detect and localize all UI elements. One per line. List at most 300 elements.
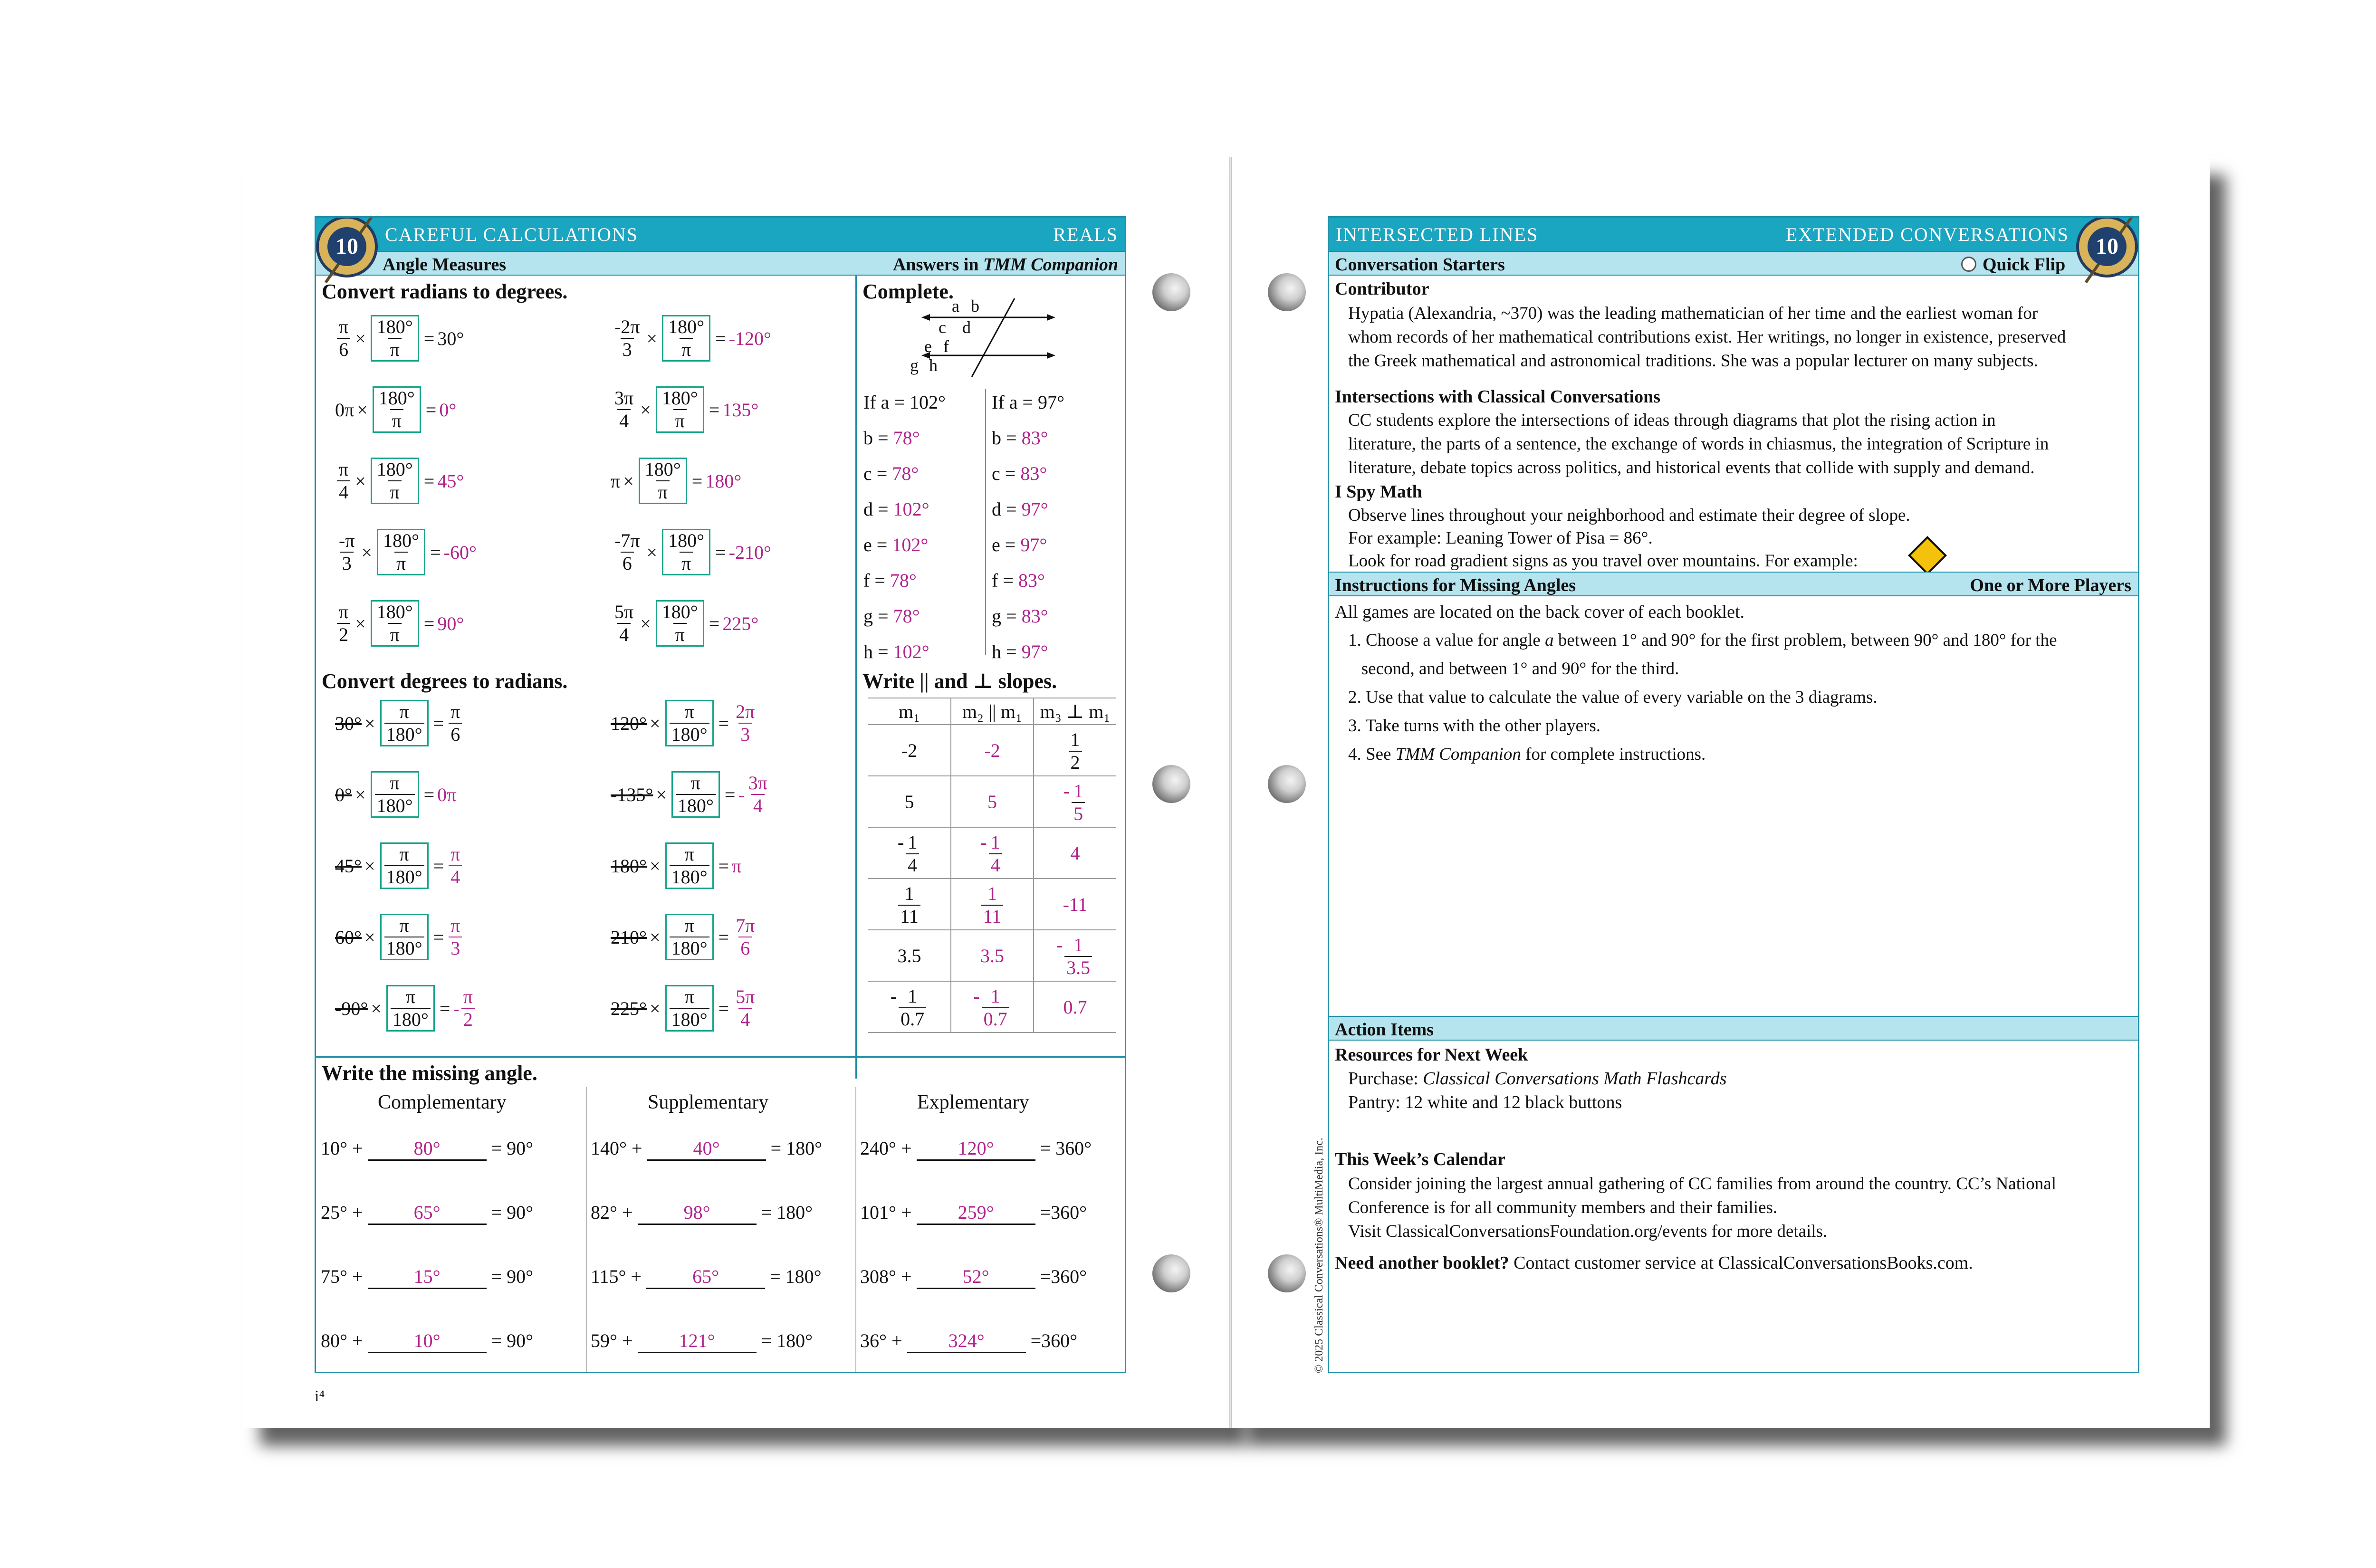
given-angle: 308° +: [860, 1266, 917, 1287]
conversion-factor-denominator: π: [680, 338, 693, 359]
slope-fraction-numerator: 1: [990, 985, 1000, 1007]
conversion-factor: [671, 771, 720, 818]
times-sign: ×: [364, 855, 375, 877]
slope-value: 5: [987, 791, 997, 813]
angle-name: h =: [992, 641, 1022, 662]
instruction-italic: a: [1545, 631, 1554, 650]
angle-answer-row: [992, 391, 1064, 413]
slope-fraction-denominator: 5: [1072, 802, 1085, 823]
parallel-lines-diagram: [920, 296, 1062, 382]
angle-answer-row: [863, 427, 920, 449]
rad-to-deg-expression: [611, 315, 771, 362]
radian-value-numerator: π: [339, 601, 349, 622]
angle-value: 83°: [1021, 605, 1048, 627]
answer-blank: 40°: [647, 1137, 766, 1161]
equals-sign: =: [718, 997, 729, 1019]
answer-blank: 259°: [917, 1201, 1035, 1225]
unit-number: 10: [327, 227, 366, 266]
conversion-factor-denominator: π: [673, 623, 687, 644]
angle-total: =360°: [1035, 1202, 1087, 1223]
slopes-row: [868, 725, 1116, 776]
deg-to-rad-expression: [335, 985, 477, 1032]
angle-answer-row: [992, 462, 1047, 485]
arrowhead-icon: [1047, 314, 1055, 321]
radian-value-denominator: 6: [337, 338, 350, 359]
angle-name: f =: [992, 570, 1018, 591]
slope-fraction-denominator: 11: [981, 905, 1004, 926]
conversion-factor-denominator: 180°: [670, 723, 709, 744]
conversion-factor: [380, 914, 429, 960]
instruction-text: Take turns with the other players.: [1365, 716, 1601, 736]
times-sign: ×: [355, 612, 366, 634]
radian-answer: [449, 845, 462, 887]
radian-value: [337, 460, 350, 502]
conversion-factor-numerator: 180°: [376, 601, 413, 622]
deg-to-rad-expression: [611, 842, 741, 889]
radian-value-numerator: -π: [339, 530, 355, 551]
missing-angle-row: [321, 1137, 533, 1161]
radian-value: [613, 602, 635, 644]
angle-value: 83°: [1021, 427, 1048, 449]
deg-to-rad-expression: [611, 771, 771, 818]
equals-sign: =: [425, 399, 437, 421]
conversion-factor-numerator: 180°: [376, 316, 413, 337]
conversion-factor: [665, 842, 714, 889]
angle-answer-row: [992, 427, 1048, 449]
given-angle: 82° +: [591, 1202, 638, 1223]
deg-to-rad-expression: [335, 771, 456, 818]
unit-number: 10: [2088, 227, 2127, 266]
degree-value: 225°: [611, 997, 647, 1019]
left-header-right: REALS: [1053, 224, 1118, 245]
radian-value-numerator: π: [339, 316, 349, 337]
radian-answer: π: [732, 855, 742, 877]
instruction-text: See: [1366, 745, 1396, 764]
instruction-text: Use that value to calculate the value of every variable on the 3 diagrams.: [1366, 688, 1878, 707]
degree-value: 45°: [335, 855, 362, 877]
degree-value: -135°: [611, 784, 653, 805]
angle-name: e =: [992, 534, 1021, 555]
conversion-factor-numerator: π: [390, 772, 400, 794]
instruction-item: [1348, 687, 1878, 708]
rad-to-deg-expression: [611, 386, 758, 433]
radian-answer: [734, 702, 757, 744]
conversion-factor-denominator: 180°: [670, 937, 709, 958]
given-angle: 25° +: [321, 1202, 368, 1223]
angle-label: b: [971, 296, 979, 316]
slope-fraction-denominator: 2: [1069, 751, 1082, 772]
times-sign: ×: [640, 612, 651, 634]
angle-total: =360°: [1025, 1330, 1078, 1351]
slope-sign: -: [1063, 780, 1070, 802]
slope-value: -2: [984, 739, 1000, 761]
angle-total: = 90°: [486, 1330, 534, 1351]
missing-angle-row: [591, 1137, 822, 1161]
slope-sign: -: [890, 985, 897, 1007]
slope-cell: [1034, 981, 1116, 1033]
action-items-bar: [1329, 1016, 2138, 1041]
answer-blank: 80°: [368, 1137, 487, 1161]
angle-name: If a = 97°: [992, 392, 1064, 413]
right-header-bar: [1329, 218, 2138, 251]
angle-name: If a = 102°: [863, 392, 946, 413]
slope-cell: [868, 776, 951, 827]
given-angle: 59° +: [591, 1330, 638, 1351]
text-line: Visit ClassicalConversationsFoundation.org/events for more details.: [1348, 1222, 1828, 1241]
quick-flip-checkbox[interactable]: [1961, 257, 1976, 272]
radian-value-denominator: 4: [337, 480, 350, 502]
negative-sign: -: [738, 784, 745, 805]
binder-hole-icon: [1268, 765, 1306, 803]
slope-fraction-numerator: 1: [1070, 729, 1080, 750]
slope-sign: -: [973, 985, 980, 1007]
equals-sign: =: [718, 855, 729, 877]
times-sign: ×: [650, 997, 661, 1019]
slope-cell: [951, 725, 1034, 776]
radian-answer: 0π: [437, 784, 457, 805]
conversion-factor-denominator: 180°: [384, 723, 424, 744]
angle-name: g =: [992, 605, 1022, 627]
rad-to-deg-expression: [335, 315, 464, 362]
times-sign: ×: [640, 399, 651, 421]
slopes-row: [868, 930, 1116, 981]
conversion-factor: [639, 458, 687, 504]
left-header-title: CAREFUL CALCULATIONS: [385, 224, 638, 245]
conversion-factor-denominator: π: [390, 409, 403, 430]
conversion-factor-numerator: 180°: [378, 387, 415, 409]
slopes-row: [868, 981, 1116, 1033]
conversion-factor-numerator: π: [399, 701, 409, 722]
text-line: literature, the parts of a sentence, the exchange of words in chiasmus, the integration of Scripture in: [1348, 434, 2049, 454]
angle-answer-row: [863, 641, 929, 663]
equals-sign: =: [718, 712, 729, 734]
radian-value: 0π: [335, 399, 354, 421]
slope-fraction-numerator: 1: [1073, 934, 1083, 956]
degree-answer: 30°: [437, 327, 464, 349]
conversion-factor-denominator: 180°: [670, 1008, 709, 1029]
conversion-factor-numerator: π: [405, 986, 415, 1007]
degree-value: 60°: [335, 926, 362, 948]
radian-answer: [449, 916, 462, 958]
deg-to-rad-title: Convert degrees to radians.: [322, 669, 568, 693]
unit-badge-icon: [2076, 216, 2138, 277]
times-sign: ×: [364, 926, 375, 948]
deg-to-rad-expression: [335, 842, 464, 889]
slope-fraction-denominator: 11: [898, 905, 920, 926]
conversion-factor: [371, 315, 419, 362]
radian-value-numerator: 5π: [614, 601, 634, 622]
angle-value: 78°: [893, 427, 920, 449]
missing-angle-row: [860, 1137, 1092, 1161]
times-sign: ×: [646, 327, 658, 349]
conversion-factor: [656, 386, 704, 433]
arrowhead-icon: [921, 314, 930, 321]
times-sign: ×: [650, 926, 661, 948]
text-line: Consider joining the largest annual gathering of CC families from around the country. CC’s National: [1348, 1174, 2056, 1194]
conversion-factor: [662, 529, 710, 575]
text-line: Hypatia (Alexandria, ~370) was the leading mathematician of her time and the earliest woman for: [1348, 304, 2038, 323]
left-subheader-bar: [316, 251, 1125, 276]
equals-sign: =: [709, 399, 720, 421]
slope-fraction-numerator: 1: [908, 985, 918, 1007]
slope-cell: [951, 879, 1034, 930]
degree-answer: 225°: [722, 612, 759, 634]
radian-value-denominator: 6: [621, 552, 634, 573]
conversion-factor: [380, 700, 429, 746]
slope-sign: -: [897, 832, 904, 853]
slopes-header: m₁: [868, 698, 951, 725]
missing-angle-row: [321, 1201, 533, 1225]
angle-name: c =: [863, 463, 892, 484]
angle-label: d: [962, 318, 971, 337]
slope-fraction: [1064, 936, 1092, 977]
given-angle: 75° +: [321, 1266, 368, 1287]
angle-answer-row: [992, 569, 1045, 592]
radian-value: [613, 531, 642, 573]
radian-answer: [449, 702, 462, 744]
radian-value: [337, 602, 350, 644]
conversion-factor-denominator: π: [394, 552, 408, 573]
radian-answer-denominator: 3: [738, 723, 752, 744]
answers-prefix: Answers in: [892, 255, 983, 275]
times-sign: ×: [650, 855, 661, 877]
radian-answer-numerator: π: [463, 986, 473, 1007]
degree-value: 30°: [335, 712, 362, 734]
answer-blank: 120°: [917, 1137, 1035, 1161]
instruction-rest: between 1° and 90° for the first problem, between 90° and 180° for the: [1553, 631, 2057, 650]
answer-blank: 65°: [368, 1201, 487, 1225]
slope-cell: [868, 930, 951, 981]
missing-angle-row: [321, 1329, 533, 1353]
slope-fraction-denominator: 0.7: [899, 1007, 926, 1029]
resources-title: Resources for Next Week: [1335, 1045, 1528, 1065]
calendar-title: This Week’s Calendar: [1335, 1149, 1505, 1169]
equals-sign: =: [709, 612, 720, 634]
missing-column-header: Complementary: [378, 1091, 507, 1113]
angle-value: 78°: [890, 570, 917, 591]
players-label: One or More Players: [1970, 575, 2131, 595]
missing-angle-row: [860, 1265, 1087, 1289]
radian-answer-numerator: 3π: [748, 772, 767, 794]
radian-answer-denominator: 4: [738, 1008, 752, 1029]
radian-answer-numerator: 2π: [736, 701, 755, 722]
rad-to-deg-expression: [335, 458, 464, 504]
conversion-factor-numerator: π: [684, 986, 694, 1007]
rad-to-deg-expression: [611, 458, 741, 504]
slope-fraction: [1069, 730, 1082, 772]
rad-to-deg-title: Convert radians to degrees.: [322, 280, 568, 303]
instruction-item: [1348, 630, 2057, 650]
slope-fraction: [989, 833, 1002, 875]
given-angle: 140° +: [591, 1138, 647, 1159]
conversion-factor-denominator: π: [656, 480, 670, 502]
ispy-title: I Spy Math: [1335, 482, 1422, 502]
instruction-number: 3.: [1348, 716, 1366, 736]
angle-value: 83°: [1020, 463, 1047, 484]
conversion-factor: [656, 600, 704, 647]
degree-answer: -60°: [443, 541, 477, 563]
page-number: i⁴: [315, 1387, 325, 1405]
degree-answer: 45°: [437, 470, 464, 492]
conversion-factor: [371, 600, 419, 647]
text-line: Observe lines throughout your neighborhood and estimate their degree of slope.: [1348, 506, 1910, 525]
radian-value-denominator: 3: [340, 552, 354, 573]
radian-value: [613, 389, 635, 430]
radian-answer: [747, 774, 769, 815]
conversion-factor: [665, 985, 714, 1032]
given-angle: 80° +: [321, 1330, 368, 1351]
radian-value-denominator: 4: [617, 409, 631, 430]
missing-angle-row: [591, 1265, 822, 1289]
angle-value: 78°: [892, 463, 919, 484]
conversion-factor-numerator: π: [690, 772, 700, 794]
angle-total: = 180°: [765, 1266, 822, 1287]
slope-cell: [1034, 827, 1116, 879]
angle-value: 97°: [1021, 498, 1048, 520]
equals-sign: =: [423, 784, 435, 805]
conversion-factor-numerator: 180°: [668, 316, 705, 337]
conversion-factor-numerator: π: [684, 915, 694, 936]
angle-answer-row: [992, 605, 1048, 627]
instruction-item: [1348, 659, 1679, 679]
degree-value: 0°: [335, 784, 352, 805]
slope-cell: [868, 879, 951, 930]
times-sign: ×: [650, 712, 661, 734]
times-sign: ×: [361, 541, 373, 563]
purchase-item: Classical Conversations Math Flashcards: [1423, 1069, 1727, 1089]
radian-answer-numerator: 7π: [736, 915, 755, 936]
text-line: For example: Leaning Tower of Pisa = 86°.: [1348, 528, 1653, 548]
angle-value: 97°: [1020, 534, 1047, 555]
slope-value: -2: [901, 739, 918, 761]
conversion-factor: [371, 458, 419, 504]
radian-answer-denominator: 2: [461, 1008, 475, 1029]
instructions-title: Instructions for Missing Angles: [1335, 575, 1576, 595]
angle-name: d =: [863, 498, 893, 520]
instruction-rest: for complete instructions.: [1521, 745, 1706, 764]
conversion-factor: [665, 700, 714, 746]
slopes-title: Write || and ⊥ slopes.: [862, 669, 1057, 693]
slope-fraction-numerator: 1: [990, 832, 1000, 853]
answer-blank: 15°: [368, 1265, 487, 1289]
conversion-factor-denominator: 180°: [676, 794, 716, 815]
slope-value: 5: [904, 791, 914, 813]
conversion-factor-denominator: π: [388, 338, 402, 359]
degree-value: 210°: [611, 926, 647, 948]
slope-fraction: [899, 987, 926, 1029]
instruction-number: 1.: [1348, 631, 1366, 650]
angle-name: d =: [992, 498, 1022, 520]
slope-sign: -: [980, 832, 987, 853]
road-gradient-sign-icon: [1908, 536, 1947, 575]
instruction-number: 4.: [1348, 745, 1366, 764]
binder-hole-icon: [1152, 765, 1190, 803]
missing-column-header: Supplementary: [648, 1091, 769, 1113]
equals-sign: =: [439, 997, 450, 1019]
slope-cell: [1034, 879, 1116, 930]
slope-value: 0.7: [1063, 996, 1087, 1018]
slope-fraction: [981, 884, 1004, 926]
angle-value: 97°: [1021, 641, 1048, 662]
degree-value: 180°: [611, 855, 647, 877]
angle-total: = 180°: [766, 1138, 823, 1159]
degree-value: 120°: [611, 712, 647, 734]
unit-badge-icon: [316, 216, 378, 277]
answer-blank: 121°: [638, 1329, 757, 1353]
equals-sign: =: [433, 926, 444, 948]
conversion-factor-numerator: 180°: [376, 459, 413, 480]
conversion-factor-denominator: 180°: [384, 865, 424, 887]
radian-value-denominator: 4: [617, 623, 631, 644]
conversion-factor: [373, 386, 421, 433]
binder-hole-icon: [1152, 273, 1190, 311]
conversion-factor-denominator: π: [388, 623, 402, 644]
purchase-line: [1348, 1068, 1727, 1089]
text-line: whom records of her mathematical contributions exist. Her writings, no longer in existence, preserved: [1348, 327, 2066, 347]
copyright-note: © 2025 Classical Conversations® MultiMedia, Inc.: [1313, 1138, 1325, 1373]
conversion-factor-denominator: π: [388, 480, 402, 502]
radian-answer-denominator: 6: [738, 937, 752, 958]
times-sign: ×: [355, 784, 366, 805]
slope-value: 3.5: [897, 945, 921, 966]
slope-fraction-denominator: 4: [906, 853, 919, 875]
deg-to-rad-expression: [611, 985, 758, 1032]
equals-sign: =: [715, 541, 726, 563]
angle-answer-row: [992, 641, 1048, 663]
answer-blank: 98°: [638, 1201, 757, 1225]
conversion-factor-numerator: 180°: [644, 459, 681, 480]
instruction-item: [1348, 744, 1705, 765]
conversion-factor: [371, 771, 419, 818]
angle-answer-row: [863, 391, 946, 413]
degree-answer: 90°: [437, 612, 464, 634]
conversation-starters-label: Conversation Starters: [1335, 255, 1505, 275]
given-angle: 115° +: [591, 1266, 647, 1287]
conversation-starters-bar: [1329, 251, 2138, 276]
slopes-row: [868, 827, 1116, 879]
rad-to-deg-expression: [335, 600, 464, 647]
equals-sign: =: [715, 327, 726, 349]
answer-blank: 324°: [907, 1329, 1026, 1353]
conversion-factor-denominator: 180°: [670, 865, 709, 887]
instruction-number: [1348, 659, 1361, 679]
angle-answer-row: [863, 569, 917, 592]
text-line: CC students explore the intersections of ideas through diagrams that plot the rising action in: [1348, 411, 1996, 430]
slope-cell: [951, 827, 1034, 879]
angle-value: 78°: [893, 605, 920, 627]
angle-value: 102°: [892, 534, 929, 555]
slopes-header-row: [868, 698, 1116, 725]
equals-sign: =: [423, 470, 435, 492]
radian-value-numerator: 3π: [614, 387, 634, 409]
slope-fraction: [898, 884, 920, 926]
angle-name: b =: [992, 427, 1022, 449]
missing-angle-row: [860, 1329, 1077, 1353]
answer-blank: 52°: [917, 1265, 1035, 1289]
slope-fraction-denominator: 0.7: [982, 1007, 1009, 1029]
times-sign: ×: [364, 712, 375, 734]
angle-total: = 90°: [486, 1266, 534, 1287]
angle-total: = 180°: [756, 1330, 813, 1351]
instruction-italic: TMM Companion: [1395, 745, 1521, 764]
missing-divider: [586, 1087, 587, 1372]
radian-answer: [734, 987, 757, 1029]
text-line: the Greek mathematical and astronomical traditions. She was a popular lecturer on many subjects.: [1348, 351, 2038, 371]
conversion-factor-numerator: 180°: [383, 530, 420, 551]
angle-label: g: [910, 356, 919, 375]
conversion-factor-denominator: 180°: [384, 937, 424, 958]
slope-fraction-numerator: 1: [987, 883, 997, 904]
